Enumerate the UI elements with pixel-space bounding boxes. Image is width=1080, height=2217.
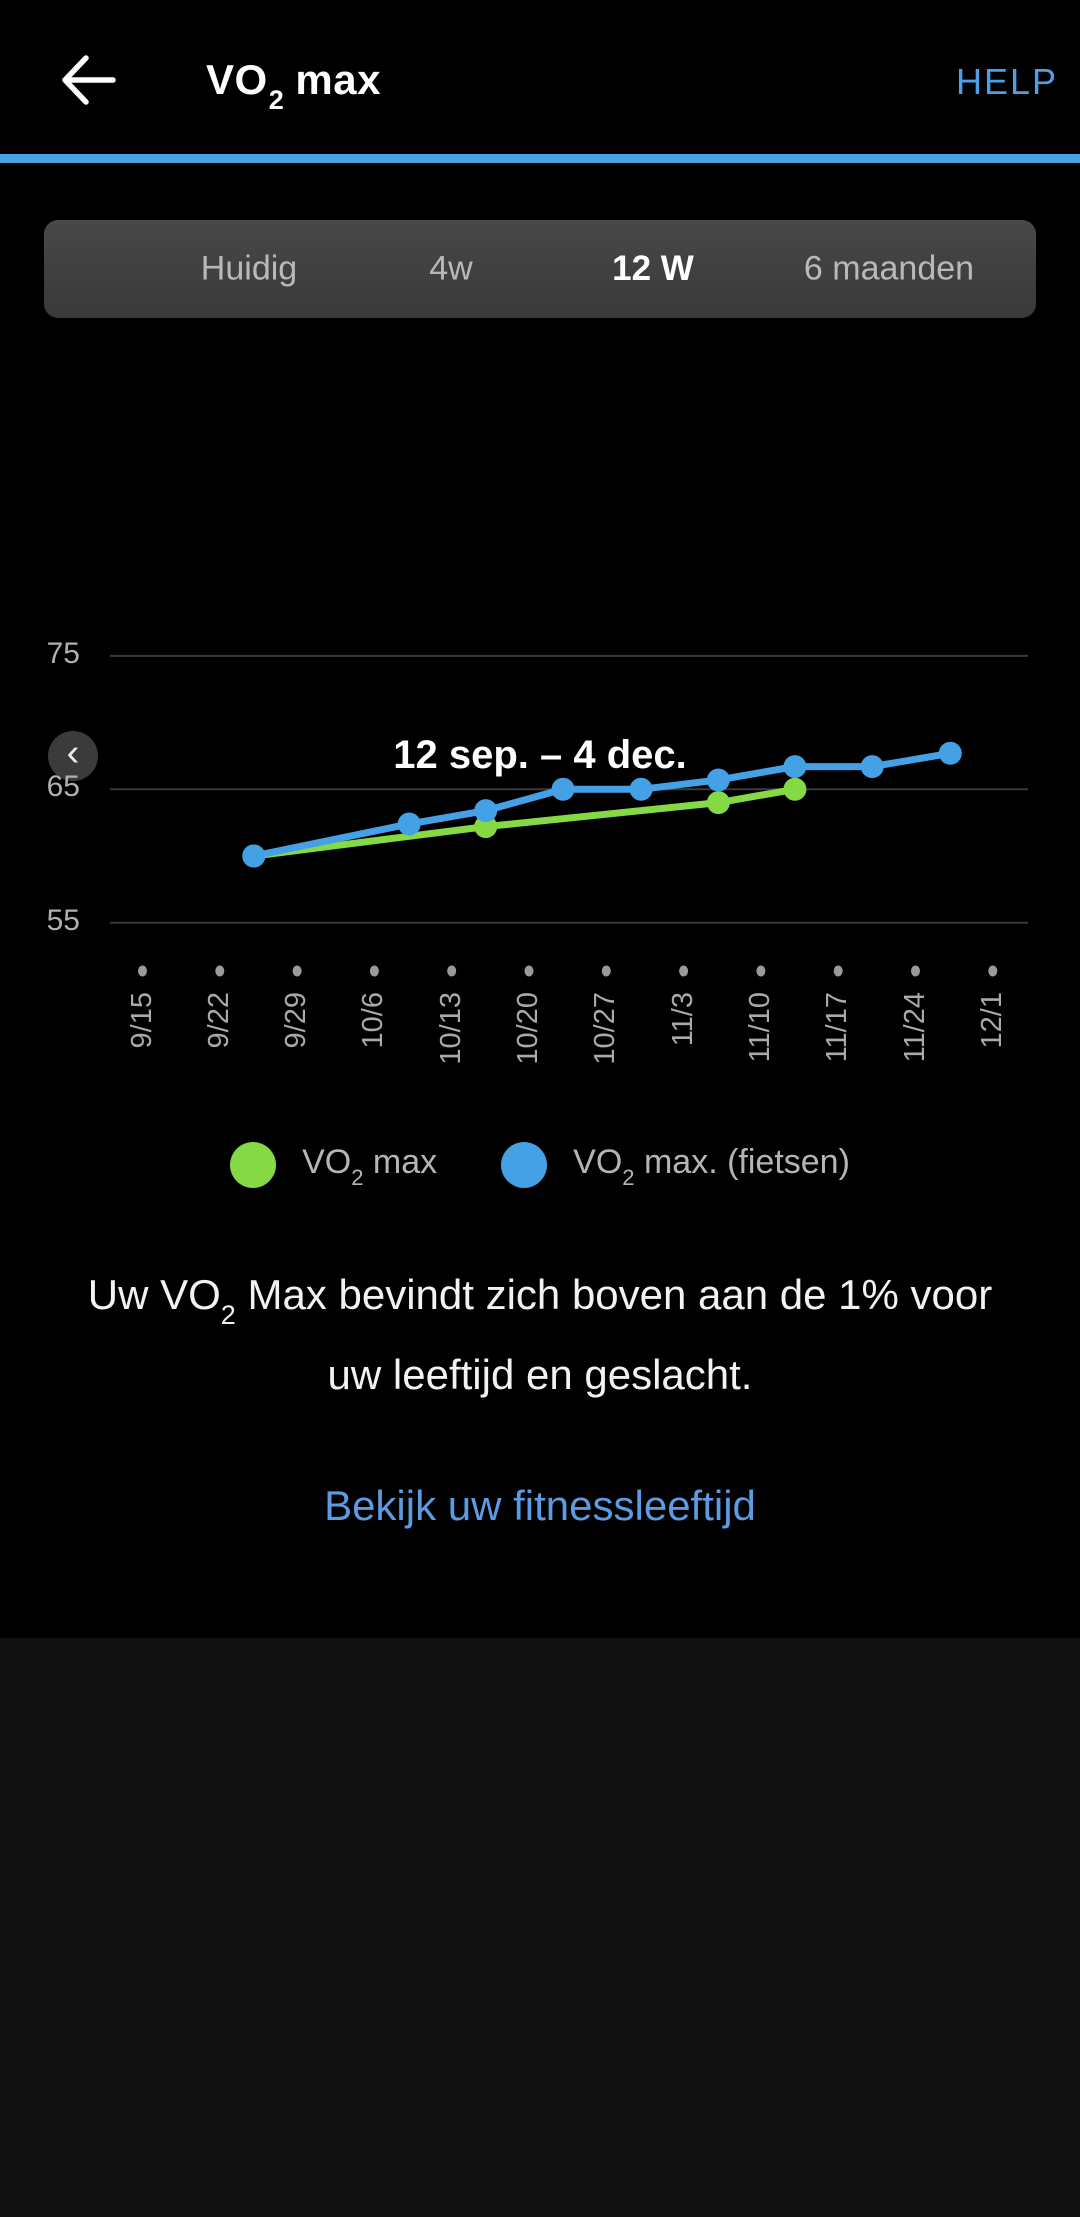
x-tick-dot [756,966,765,977]
data-point [783,755,806,778]
y-axis-label: 75 [46,636,80,670]
blue-series-swatch [501,1142,547,1188]
x-axis-label: 10/6 [357,992,390,1049]
x-tick-dot [370,966,379,977]
data-point [552,778,575,801]
x-axis-label: 9/29 [280,992,313,1049]
x-axis-label: 12/1 [975,992,1008,1049]
x-axis-label: 11/3 [666,992,699,1047]
back-button[interactable] [56,50,120,110]
tab-6-maanden[interactable]: 6 maanden [803,249,975,288]
x-axis-label: 10/13 [434,992,467,1065]
x-tick-dot [679,966,688,977]
date-range-label: 12 sep. – 4 dec. [393,733,687,777]
green-series-swatch [230,1142,276,1188]
y-axis-label: 55 [46,903,80,937]
x-axis-label: 10/20 [512,992,544,1065]
y-axis-label: 65 [46,770,80,804]
x-tick-dot [834,966,843,977]
title-subscript: 2 [268,85,285,116]
time-range-tabs [44,220,1036,318]
data-point [707,791,730,814]
x-tick-dot [447,966,456,977]
data-point [474,799,497,822]
data-point [707,768,730,791]
x-tick-dot [293,966,302,977]
data-point [398,812,421,835]
chevron-left-icon: ‹ [66,732,80,774]
x-axis-label: 11/17 [821,992,854,1063]
help-link[interactable]: HELP [955,61,1058,102]
x-tick-dot [911,966,920,977]
x-axis-label: 11/24 [898,992,931,1063]
data-point [861,755,884,778]
x-axis-label: 10/27 [589,992,622,1065]
vo2max-chart [0,600,1080,1120]
x-tick-dot [988,966,997,977]
legend-label: $VO_2$ max [302,1143,438,1190]
x-tick-dot [215,966,224,977]
legend-item-vo2max-fietsen [501,1142,850,1188]
fitness-age-link[interactable]: Bekijk uw fitnessleeftijd [324,1482,756,1529]
header [0,0,1080,155]
legend-label: $VO_2$ max. (fietsen) [573,1143,850,1190]
data-point [242,845,265,868]
data-point [630,778,653,801]
x-axis-label: 11/10 [743,992,776,1063]
tab-4w[interactable]: 4w [429,249,473,288]
x-axis-label: 9/22 [202,992,235,1049]
data-point [939,742,962,765]
x-tick-dot [138,966,147,977]
summary-text: Uw $VO_2$ Max bevindt zich boven aan de 1% voor uw leeftijd en geslacht. [87,1271,993,1399]
arrow-left-icon [56,50,120,110]
header-accent-bar [0,154,1080,163]
chart-legend [0,1142,1080,1188]
x-tick-dot [525,966,534,977]
legend-item-vo2max [230,1142,437,1188]
x-tick-dot [602,966,611,977]
tab-huidig[interactable]: Huidig [200,249,298,288]
tab-12w[interactable]: 12 W [612,249,694,288]
page-title: $VO_2$ max [206,56,381,116]
x-axis-label: 9/15 [125,992,158,1049]
data-point [783,778,806,801]
